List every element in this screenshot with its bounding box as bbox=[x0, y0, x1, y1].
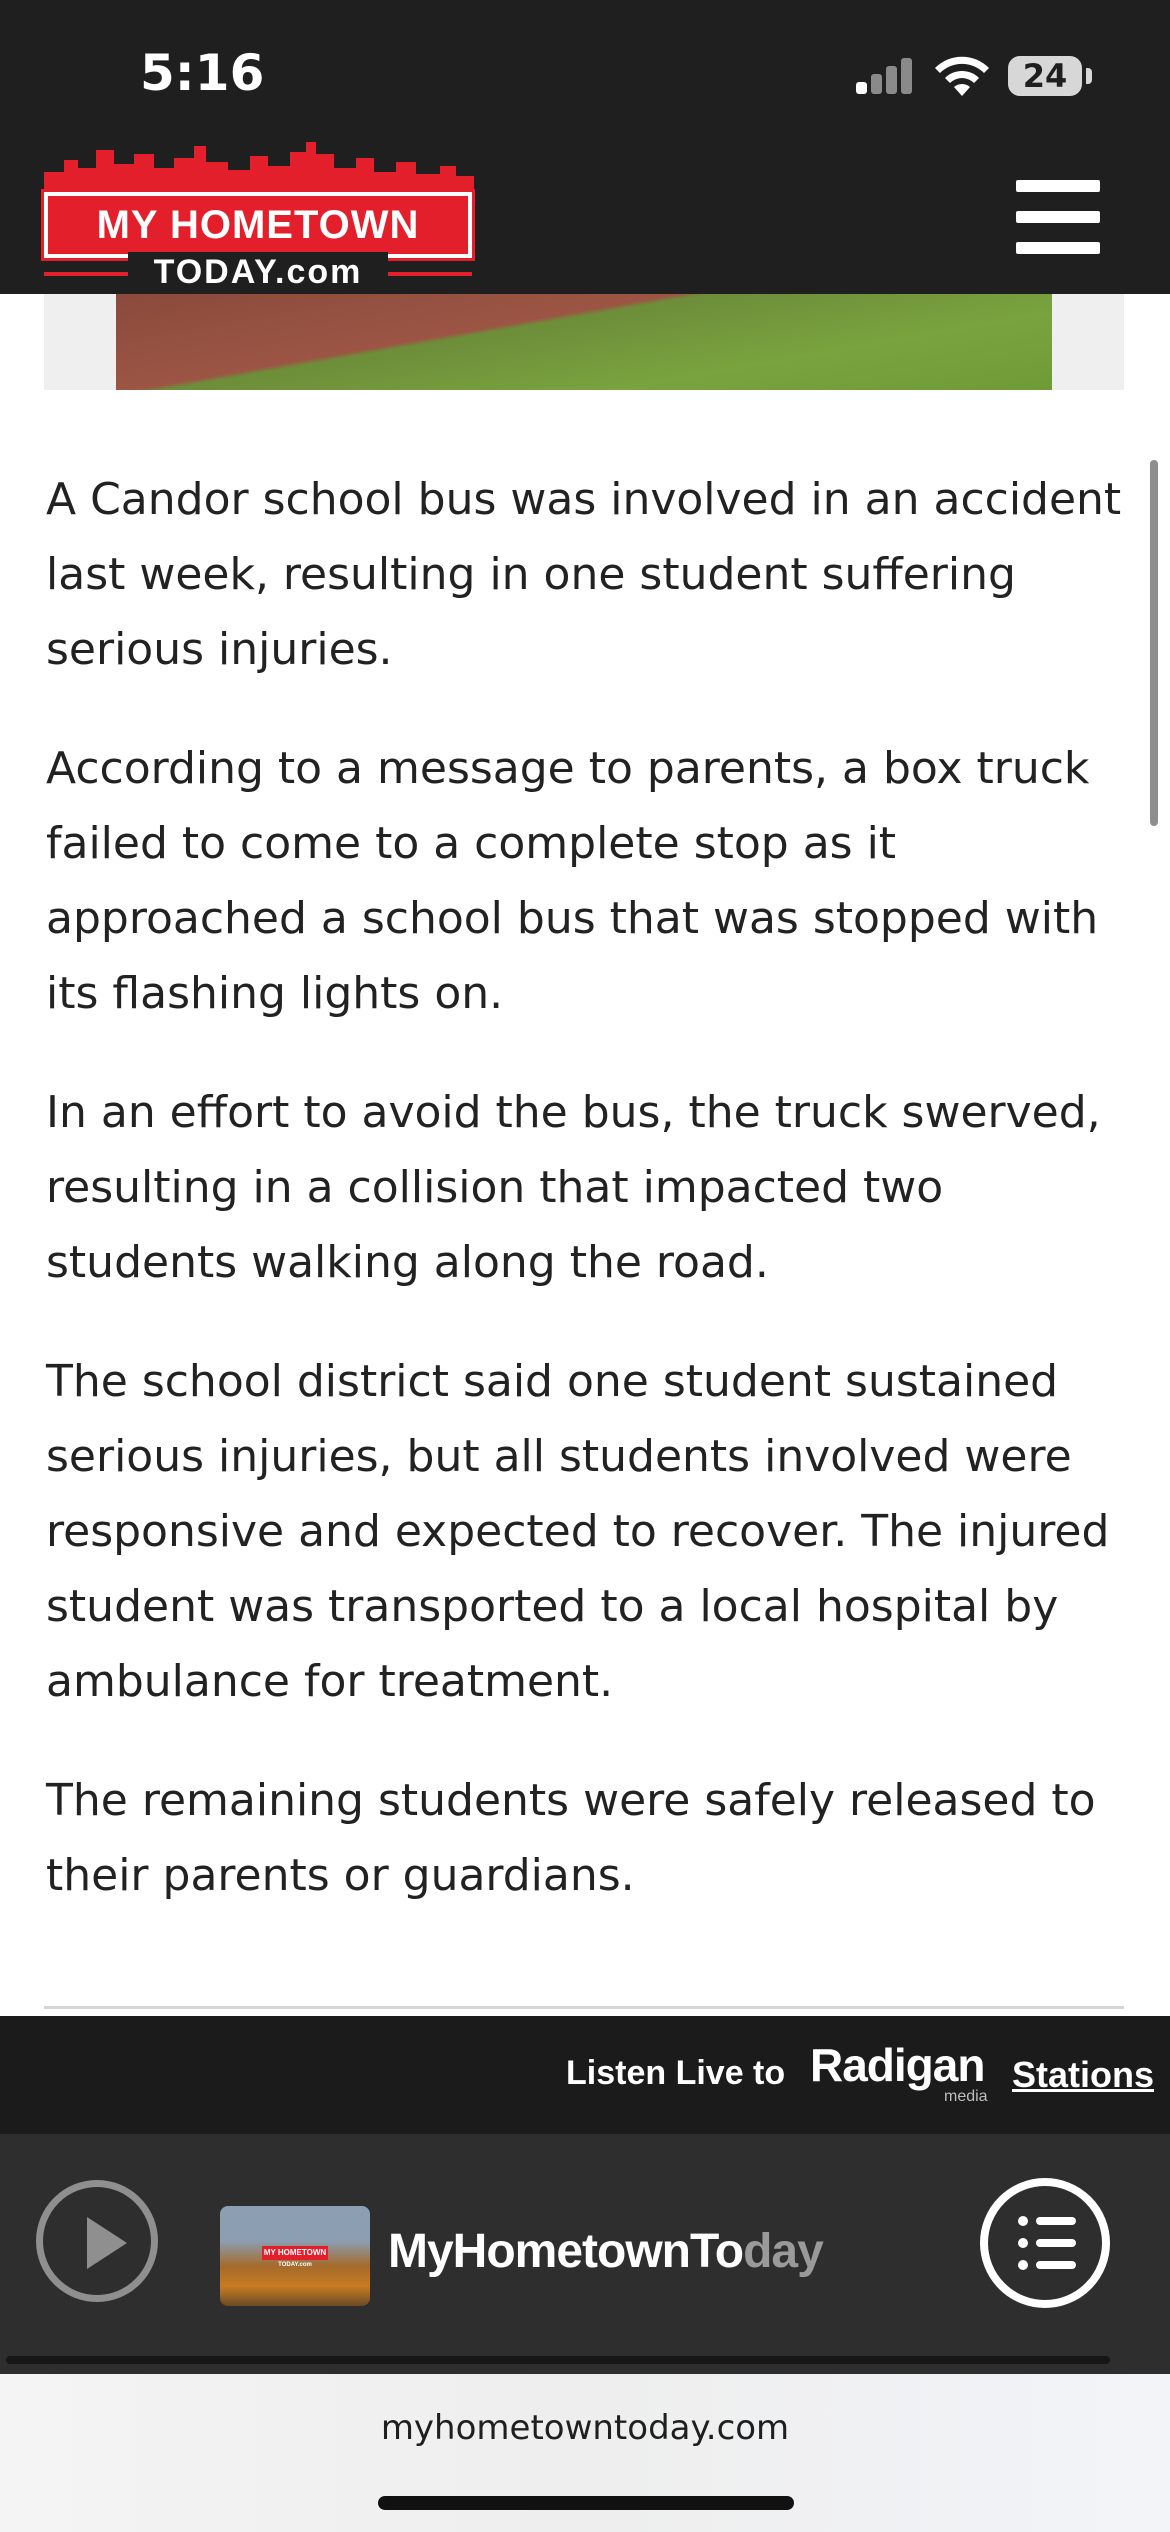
logo-text-secondary: TODAY.com bbox=[128, 252, 388, 292]
logo-text-primary: MY HOMETOWN bbox=[44, 192, 472, 258]
home-indicator[interactable] bbox=[378, 2496, 794, 2510]
url-text[interactable]: myhometowntoday.com bbox=[380, 2408, 790, 2448]
article-paragraph: According to a message to parents, a box truck failed to come to a complete stop as it approached a school bus that was stopped with its flashing lights on. bbox=[46, 743, 1099, 1019]
listen-live-label: Listen Live to bbox=[566, 2054, 786, 2092]
battery-nub bbox=[1086, 68, 1092, 84]
site-logo[interactable] bbox=[44, 150, 484, 290]
article-paragraph: A Candor school bus was involved in an accident last week, resulting in one student suffering serious injuries. bbox=[46, 474, 1122, 675]
hamburger-menu-icon bbox=[1016, 180, 1100, 192]
wifi-icon bbox=[932, 54, 992, 98]
listen-live-bar[interactable] bbox=[0, 2016, 1170, 2134]
hero-image-frame bbox=[44, 294, 1124, 390]
menu-button[interactable] bbox=[1016, 180, 1100, 254]
list-icon[interactable] bbox=[980, 2178, 1110, 2308]
battery-indicator: 24 bbox=[1008, 56, 1082, 96]
article-paragraph: The remaining students were safely released to their parents or guardians. bbox=[46, 1775, 1096, 1901]
thumbnail-logo-text: MY HOMETOWN bbox=[262, 2246, 328, 2260]
article-paragraph: In an effort to avoid the bus, the truck swerved, resulting in a collision that impacted two students walking along the road. bbox=[46, 1087, 1101, 1288]
radigan-logo-sub: media bbox=[944, 2088, 988, 2105]
top-bar bbox=[0, 0, 1170, 294]
article-divider bbox=[44, 2006, 1124, 2009]
hero-image bbox=[116, 294, 1052, 390]
station-thumbnail bbox=[220, 2206, 370, 2306]
radigan-logo: Radigan bbox=[810, 2039, 985, 2091]
station-name bbox=[388, 2224, 823, 2279]
thumbnail-logo-sub: TODAY.com bbox=[278, 2262, 312, 2268]
page-scrollbar[interactable] bbox=[1150, 460, 1158, 826]
browser-address-bar[interactable] bbox=[0, 2374, 1170, 2532]
station-name-fade: day bbox=[743, 2225, 823, 2278]
station-name-main: MyHometownTo bbox=[388, 2225, 744, 2278]
article-paragraph: The school district said one student sustained serious injuries, but all students involved were responsive and expected to recover. The injured student was transported to a local hospital by ambulance for treatment. bbox=[46, 1356, 1110, 1707]
menu-line bbox=[1016, 211, 1100, 223]
stations-link[interactable]: Stations bbox=[1012, 2054, 1155, 2095]
play-icon[interactable] bbox=[36, 2180, 158, 2302]
cellular-signal-icon bbox=[856, 58, 914, 94]
audio-player bbox=[0, 2134, 1170, 2374]
player-progress-track[interactable] bbox=[6, 2356, 1110, 2364]
article-body bbox=[46, 462, 1136, 1957]
skyline-icon bbox=[44, 142, 474, 192]
menu-line bbox=[1016, 242, 1100, 254]
status-time: 5:16 bbox=[140, 44, 265, 102]
